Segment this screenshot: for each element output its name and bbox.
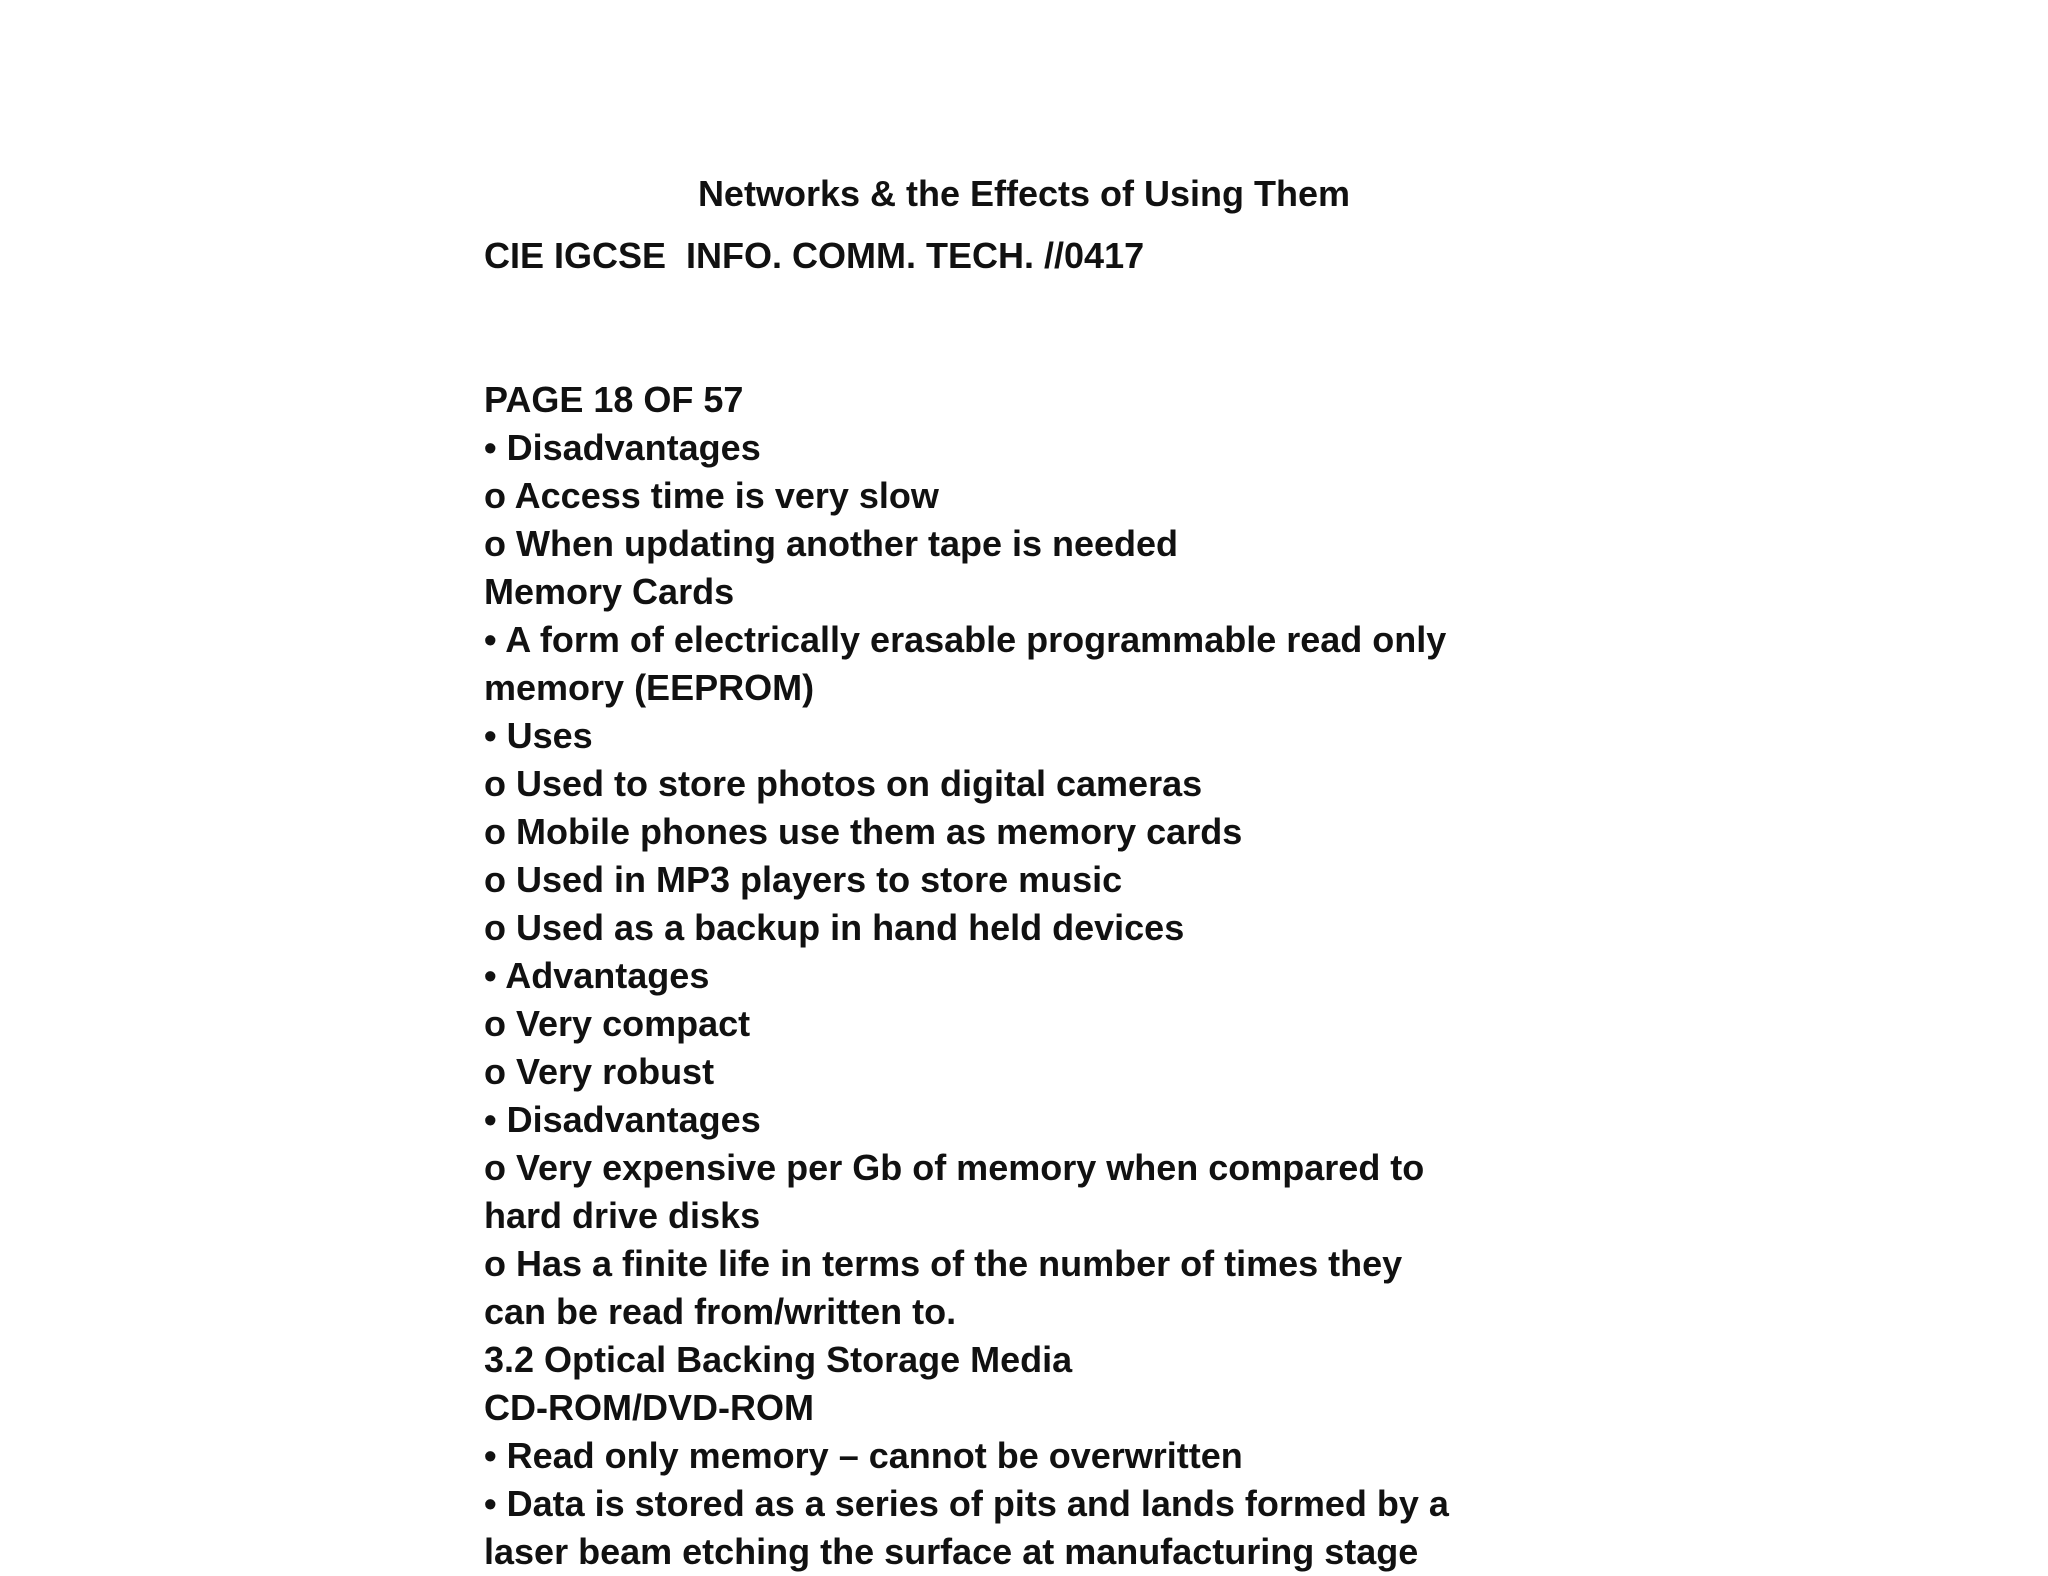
sub-bullet-line: o When updating another tape is needed [484,523,1179,564]
sub-bullet-line: o Used as a backup in hand held devices [484,907,1185,948]
continuation-line: can be read from/written to. [484,1291,957,1332]
continuation-line: hard drive disks [484,1195,761,1236]
sub-bullet-line: o Very expensive per Gb of memory when compared to [484,1147,1425,1188]
bullet-line: • Uses [484,715,593,756]
bullet-line: • A form of electrically erasable programmable read only [484,619,1447,660]
sub-bullet-line: o Used in MP3 players to store music [484,859,1123,900]
document-title: Networks & the Effects of Using Them [697,173,1351,214]
bullet-line: • Disadvantages [484,427,761,468]
sub-bullet-line: o Very compact [484,1003,751,1044]
sub-bullet-line: o Very robust [484,1051,715,1092]
section-heading: CD-ROM/DVD-ROM [484,1387,814,1428]
bullet-line: • Disadvantages [484,1099,761,1140]
continuation-line: memory (EEPROM) [484,667,815,708]
document-subtitle: CIE IGCSE INFO. COMM. TECH. //0417 [484,235,1145,276]
sub-bullet-line: o Has a finite life in terms of the number of times they [484,1243,1403,1284]
document-body [484,376,1484,1576]
section-heading: Memory Cards [484,571,735,612]
sub-bullet-line: o Mobile phones use them as memory cards [484,811,1243,852]
sub-bullet-line: o Used to store photos on digital cameras [484,763,1203,804]
continuation-line: laser beam etching the surface at manufacturing stage [484,1531,1419,1572]
bullet-line: • Data is stored as a series of pits and lands formed by a [484,1483,1449,1524]
bullet-line: • Read only memory – cannot be overwritten [484,1435,1243,1476]
section-heading: 3.2 Optical Backing Storage Media [484,1339,1073,1380]
page-number-line: PAGE 18 OF 57 [484,379,744,420]
bullet-line: • Advantages [484,955,710,996]
sub-bullet-line: o Access time is very slow [484,475,939,516]
